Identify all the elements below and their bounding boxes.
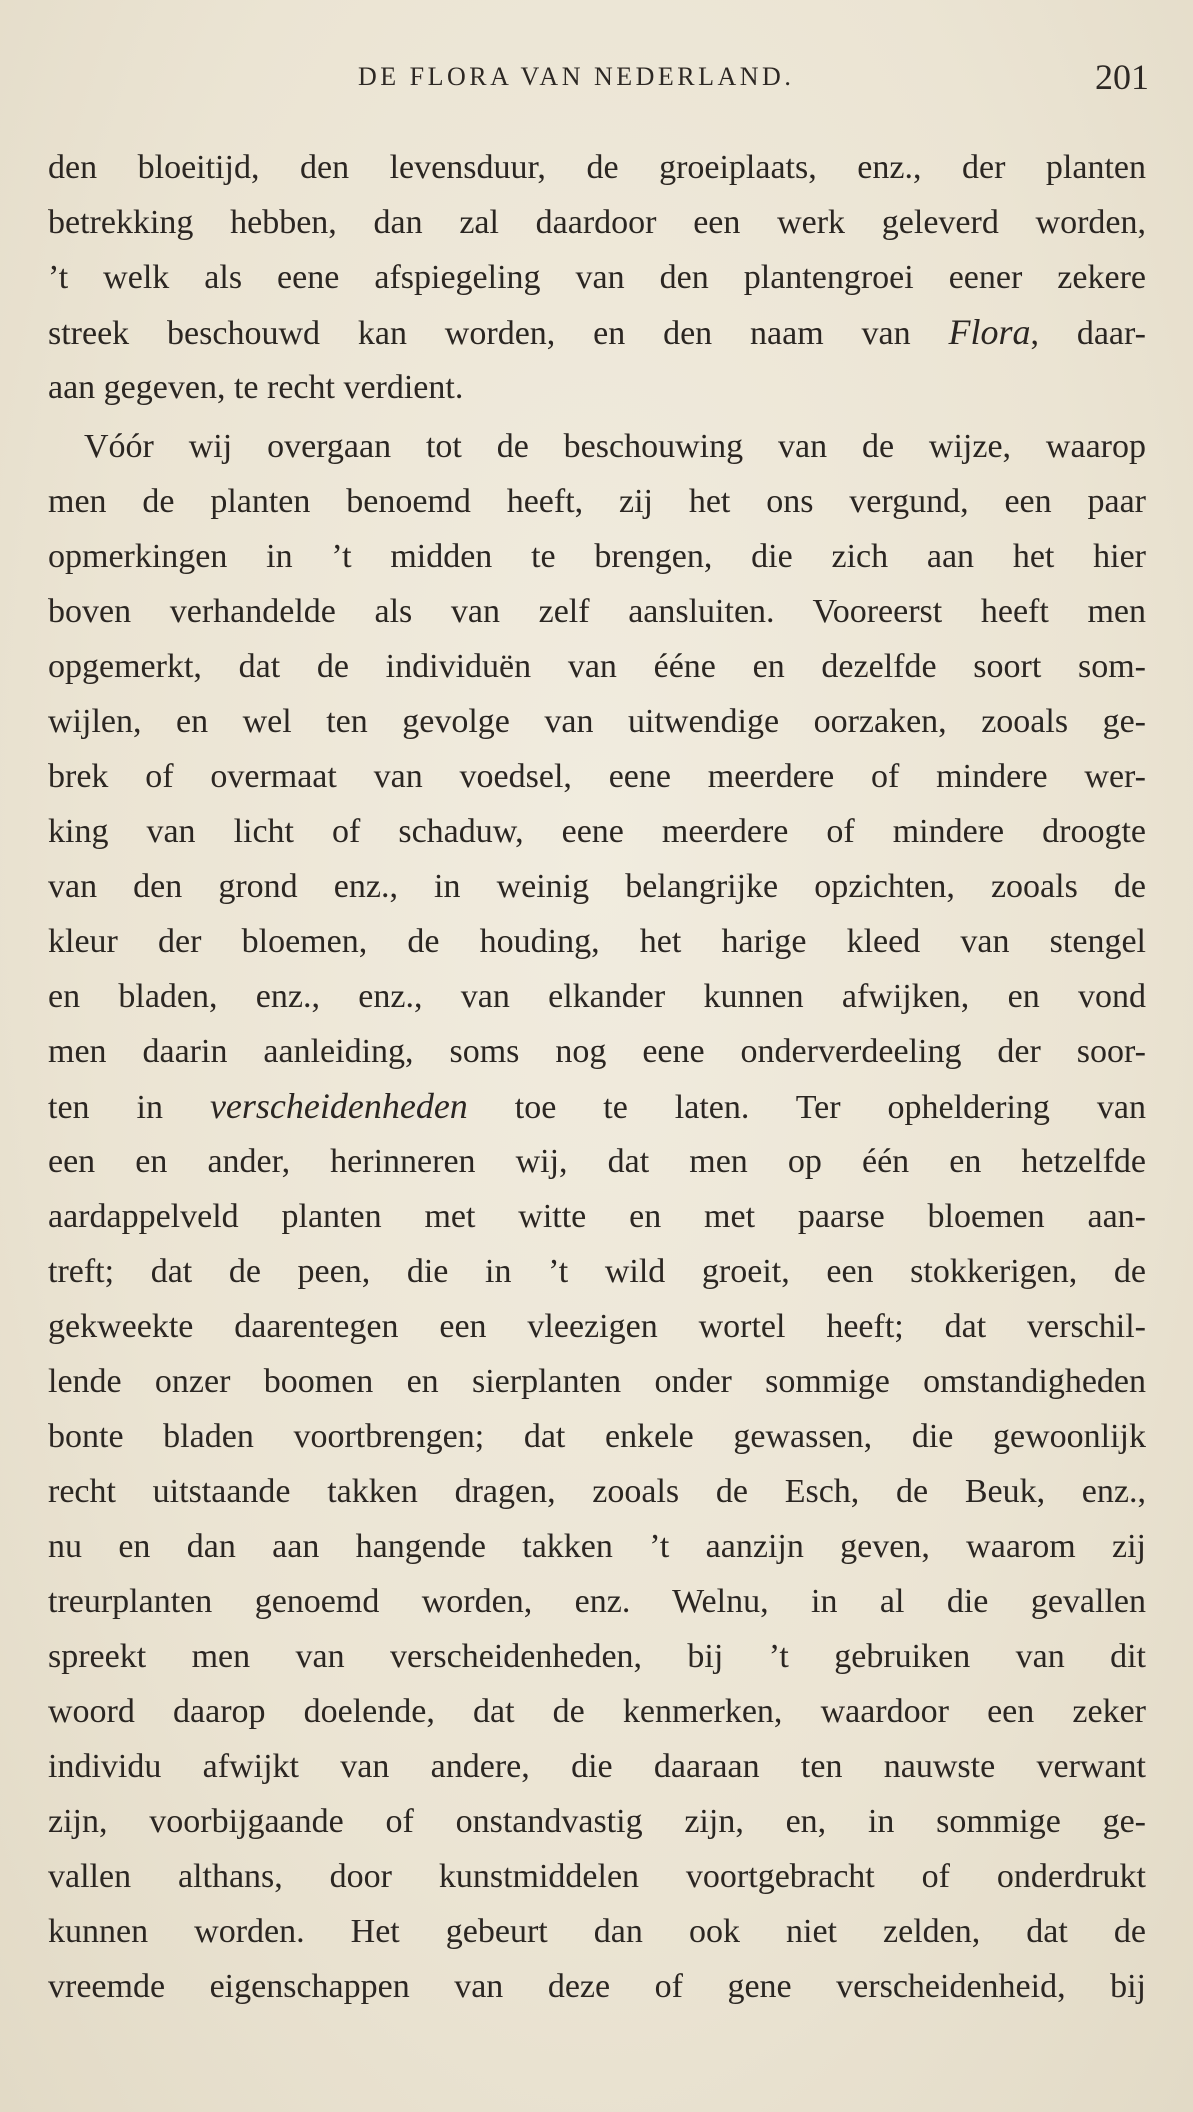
text-line: en bladen, enz., enz., van elkander kunnen afwijken, en vond	[48, 978, 1146, 1015]
text-line: treurplanten genoemd worden, enz. Welnu, in al die gevallen	[48, 1583, 1146, 1620]
text-line: individu afwijkt van andere, die daaraan ten nauwste verwant	[48, 1748, 1146, 1785]
text-line: den bloeitijd, den levensduur, de groeiplaats, enz., der planten	[48, 149, 1146, 186]
text-line: kleur der bloemen, de houding, het harige kleed van stengel	[48, 923, 1146, 960]
line-text: streek beschouwd kan worden, en den naam van	[48, 315, 949, 352]
page-number: 201	[1095, 57, 1149, 97]
text-line	[48, 1079, 1146, 1134]
text-line: vreemde eigenschappen van deze of gene verscheidenheid, bij	[48, 1968, 1146, 2005]
text-line: men daarin aanleiding, soms nog eene onderverdeeling der soor-	[48, 1033, 1146, 1070]
paragraph-end-line: aan gegeven, te recht verdient.	[48, 369, 464, 406]
text-line	[48, 305, 1146, 360]
text-line: betrekking hebben, dan zal daardoor een werk geleverd worden,	[48, 204, 1146, 241]
running-head	[0, 56, 1193, 106]
line-text: ten in	[48, 1089, 210, 1126]
text-line: men de planten benoemd heeft, zij het ons vergund, een paar	[48, 483, 1146, 520]
text-line: opgemerkt, dat de individuën van ééne en dezelfde soort som-	[48, 648, 1146, 685]
paragraph-start-line: Vóór wij overgaan tot de beschouwing van de wijze, waarop	[84, 428, 1146, 465]
text-line: van den grond enz., in weinig belangrijke opzichten, zooals de	[48, 868, 1146, 905]
italic-term-verscheidenheden: verscheidenheden	[209, 1086, 468, 1126]
text-line: treft; dat de peen, die in ’t wild groeit, een stokkerigen, de	[48, 1253, 1146, 1290]
text-line: woord daarop doelende, dat de kenmerken, waardoor een zeker	[48, 1693, 1146, 1730]
line-text-tail: , daar-	[1030, 315, 1146, 352]
italic-term-flora: Flora	[948, 312, 1031, 352]
text-line: lende onzer boomen en sierplanten onder sommige omstandigheden	[48, 1363, 1146, 1400]
text-line: recht uitstaande takken dragen, zooals de Esch, de Beuk, enz.,	[48, 1473, 1146, 1510]
text-line: bonte bladen voortbrengen; dat enkele gewassen, die gewoonlijk	[48, 1418, 1146, 1455]
text-line: een en ander, herinneren wij, dat men op één en hetzelfde	[48, 1143, 1146, 1180]
text-line: ’t welk als eene afspiegeling van den plantengroei eener zekere	[48, 259, 1146, 296]
text-line: gekweekte daarentegen een vleezigen wortel heeft; dat verschil-	[48, 1308, 1146, 1345]
text-line: nu en dan aan hangende takken ’t aanzijn geven, waarom zij	[48, 1528, 1146, 1565]
text-line: vallen althans, door kunstmiddelen voortgebracht of onderdrukt	[48, 1858, 1146, 1895]
text-line: king van licht of schaduw, eene meerdere of mindere droogte	[48, 813, 1146, 850]
text-line: aardappelveld planten met witte en met paarse bloemen aan-	[48, 1198, 1146, 1235]
text-line: brek of overmaat van voedsel, eene meerdere of mindere wer-	[48, 758, 1146, 795]
text-line: kunnen worden. Het gebeurt dan ook niet zelden, dat de	[48, 1913, 1146, 1950]
text-line: zijn, voorbijgaande of onstandvastig zijn, en, in sommige ge-	[48, 1803, 1146, 1840]
text-line: spreekt men van verscheidenheden, bij ’t gebruiken van dit	[48, 1638, 1146, 1675]
text-line: opmerkingen in ’t midden te brengen, die zich aan het hier	[48, 538, 1146, 575]
body-text	[48, 140, 1146, 2014]
running-title: DE FLORA VAN NEDERLAND.	[358, 62, 795, 91]
text-line: wijlen, en wel ten gevolge van uitwendige oorzaken, zooals ge-	[48, 703, 1146, 740]
text-line: boven verhandelde als van zelf aansluiten. Vooreerst heeft men	[48, 593, 1146, 630]
line-text-tail: toe te laten. Ter opheldering van	[467, 1089, 1146, 1126]
